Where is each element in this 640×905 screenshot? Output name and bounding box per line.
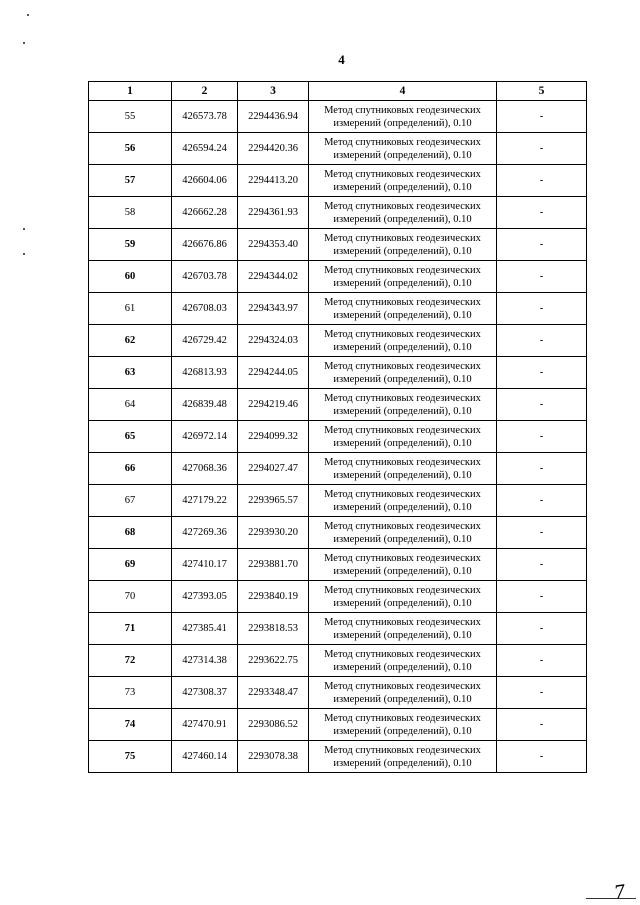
x-coordinate-cell: 426594.24 [172,133,238,165]
description-cell: - [497,581,587,613]
method-cell: Метод спутниковых геодезических измерений (определений), 0.10 [309,389,497,421]
point-number-cell: 62 [89,325,172,357]
description-cell: - [497,229,587,261]
y-coordinate-cell: 2294353.40 [238,229,309,261]
table-row [89,645,587,677]
table-row [89,357,587,389]
method-cell: Метод спутниковых геодезических измерений (определений), 0.10 [309,517,497,549]
table-row [89,741,587,773]
table-row [89,101,587,133]
description-cell: - [497,709,587,741]
scan-mark [23,42,25,44]
y-coordinate-cell: 2294344.02 [238,261,309,293]
description-cell: - [497,357,587,389]
y-coordinate-cell: 2294436.94 [238,101,309,133]
scan-mark [27,14,29,16]
scan-mark [23,228,25,230]
x-coordinate-cell: 427269.36 [172,517,238,549]
y-coordinate-cell: 2294420.36 [238,133,309,165]
table-row [89,453,587,485]
table-row [89,677,587,709]
x-coordinate-cell: 427460.14 [172,741,238,773]
x-coordinate-cell: 426703.78 [172,261,238,293]
y-coordinate-cell: 2293965.57 [238,485,309,517]
description-cell: - [497,293,587,325]
column-header: 5 [497,82,587,101]
y-coordinate-cell: 2293818.53 [238,613,309,645]
point-number-cell: 67 [89,485,172,517]
point-number-cell: 61 [89,293,172,325]
y-coordinate-cell: 2293086.52 [238,709,309,741]
x-coordinate-cell: 426662.28 [172,197,238,229]
point-number-cell: 69 [89,549,172,581]
point-number-cell: 66 [89,453,172,485]
y-coordinate-cell: 2293930.20 [238,517,309,549]
y-coordinate-cell: 2293840.19 [238,581,309,613]
point-number-cell: 74 [89,709,172,741]
point-number-cell: 68 [89,517,172,549]
description-cell: - [497,613,587,645]
x-coordinate-cell: 426972.14 [172,421,238,453]
point-number-cell: 72 [89,645,172,677]
description-cell: - [497,421,587,453]
y-coordinate-cell: 2294343.97 [238,293,309,325]
description-cell: - [497,549,587,581]
y-coordinate-cell: 2294219.46 [238,389,309,421]
description-cell: - [497,325,587,357]
description-cell: - [497,677,587,709]
coordinates-table [88,81,587,773]
x-coordinate-cell: 426839.48 [172,389,238,421]
method-cell: Метод спутниковых геодезических измерений (определений), 0.10 [309,293,497,325]
description-cell: - [497,453,587,485]
x-coordinate-cell: 427385.41 [172,613,238,645]
x-coordinate-cell: 427470.91 [172,709,238,741]
method-cell: Метод спутниковых геодезических измерений (определений), 0.10 [309,261,497,293]
description-cell: - [497,197,587,229]
column-header: 2 [172,82,238,101]
method-cell: Метод спутниковых геодезических измерений (определений), 0.10 [309,741,497,773]
x-coordinate-cell: 426676.86 [172,229,238,261]
description-cell: - [497,165,587,197]
y-coordinate-cell: 2294027.47 [238,453,309,485]
method-cell: Метод спутниковых геодезических измерений (определений), 0.10 [309,645,497,677]
description-cell: - [497,485,587,517]
table-row [89,165,587,197]
description-cell: - [497,261,587,293]
x-coordinate-cell: 426708.03 [172,293,238,325]
y-coordinate-cell: 2293348.47 [238,677,309,709]
point-number-cell: 58 [89,197,172,229]
description-cell: - [497,389,587,421]
page-number: 4 [338,52,345,67]
point-number-cell: 55 [89,101,172,133]
table-row [89,197,587,229]
method-cell: Метод спутниковых геодезических измерений (определений), 0.10 [309,165,497,197]
table-row [89,389,587,421]
method-cell: Метод спутниковых геодезических измерений (определений), 0.10 [309,325,497,357]
point-number-cell: 60 [89,261,172,293]
description-cell: - [497,517,587,549]
description-cell: - [497,101,587,133]
table-row [89,293,587,325]
table-row [89,517,587,549]
point-number-cell: 56 [89,133,172,165]
method-cell: Метод спутниковых геодезических измерений (определений), 0.10 [309,581,497,613]
column-header: 1 [89,82,172,101]
point-number-cell: 71 [89,613,172,645]
table-row [89,581,587,613]
table-row [89,613,587,645]
x-coordinate-cell: 427393.05 [172,581,238,613]
method-cell: Метод спутниковых геодезических измерений (определений), 0.10 [309,357,497,389]
y-coordinate-cell: 2294244.05 [238,357,309,389]
x-coordinate-cell: 427410.17 [172,549,238,581]
x-coordinate-cell: 426729.42 [172,325,238,357]
point-number-cell: 63 [89,357,172,389]
point-number-cell: 70 [89,581,172,613]
table-body [89,101,587,773]
point-number-cell: 75 [89,741,172,773]
method-cell: Метод спутниковых геодезических измерений (определений), 0.10 [309,709,497,741]
method-cell: Метод спутниковых геодезических измерений (определений), 0.10 [309,677,497,709]
y-coordinate-cell: 2294099.32 [238,421,309,453]
method-cell: Метод спутниковых геодезических измерений (определений), 0.10 [309,549,497,581]
y-coordinate-cell: 2293622.75 [238,645,309,677]
y-coordinate-cell: 2293078.38 [238,741,309,773]
table-row [89,261,587,293]
description-cell: - [497,133,587,165]
column-header: 4 [309,82,497,101]
method-cell: Метод спутниковых геодезических измерений (определений), 0.10 [309,421,497,453]
point-number-cell: 59 [89,229,172,261]
table-row [89,133,587,165]
table-row [89,549,587,581]
table-row [89,421,587,453]
x-coordinate-cell: 426604.06 [172,165,238,197]
method-cell: Метод спутниковых геодезических измерений (определений), 0.10 [309,613,497,645]
point-number-cell: 65 [89,421,172,453]
handwritten-page-mark: 7 [612,881,627,904]
y-coordinate-cell: 2294324.03 [238,325,309,357]
signature-underline [586,898,636,899]
method-cell: Метод спутниковых геодезических измерений (определений), 0.10 [309,229,497,261]
point-number-cell: 57 [89,165,172,197]
y-coordinate-cell: 2294413.20 [238,165,309,197]
table-row [89,325,587,357]
point-number-cell: 64 [89,389,172,421]
description-cell: - [497,645,587,677]
x-coordinate-cell: 426813.93 [172,357,238,389]
x-coordinate-cell: 426573.78 [172,101,238,133]
x-coordinate-cell: 427308.37 [172,677,238,709]
method-cell: Метод спутниковых геодезических измерений (определений), 0.10 [309,197,497,229]
y-coordinate-cell: 2293881.70 [238,549,309,581]
method-cell: Метод спутниковых геодезических измерений (определений), 0.10 [309,133,497,165]
table-row [89,709,587,741]
x-coordinate-cell: 427068.36 [172,453,238,485]
y-coordinate-cell: 2294361.93 [238,197,309,229]
scan-mark [23,253,25,255]
point-number-cell: 73 [89,677,172,709]
table-header-row [89,82,587,101]
column-header: 3 [238,82,309,101]
table-row [89,485,587,517]
method-cell: Метод спутниковых геодезических измерений (определений), 0.10 [309,101,497,133]
x-coordinate-cell: 427179.22 [172,485,238,517]
table-row [89,229,587,261]
x-coordinate-cell: 427314.38 [172,645,238,677]
method-cell: Метод спутниковых геодезических измерений (определений), 0.10 [309,453,497,485]
method-cell: Метод спутниковых геодезических измерений (определений), 0.10 [309,485,497,517]
description-cell: - [497,741,587,773]
